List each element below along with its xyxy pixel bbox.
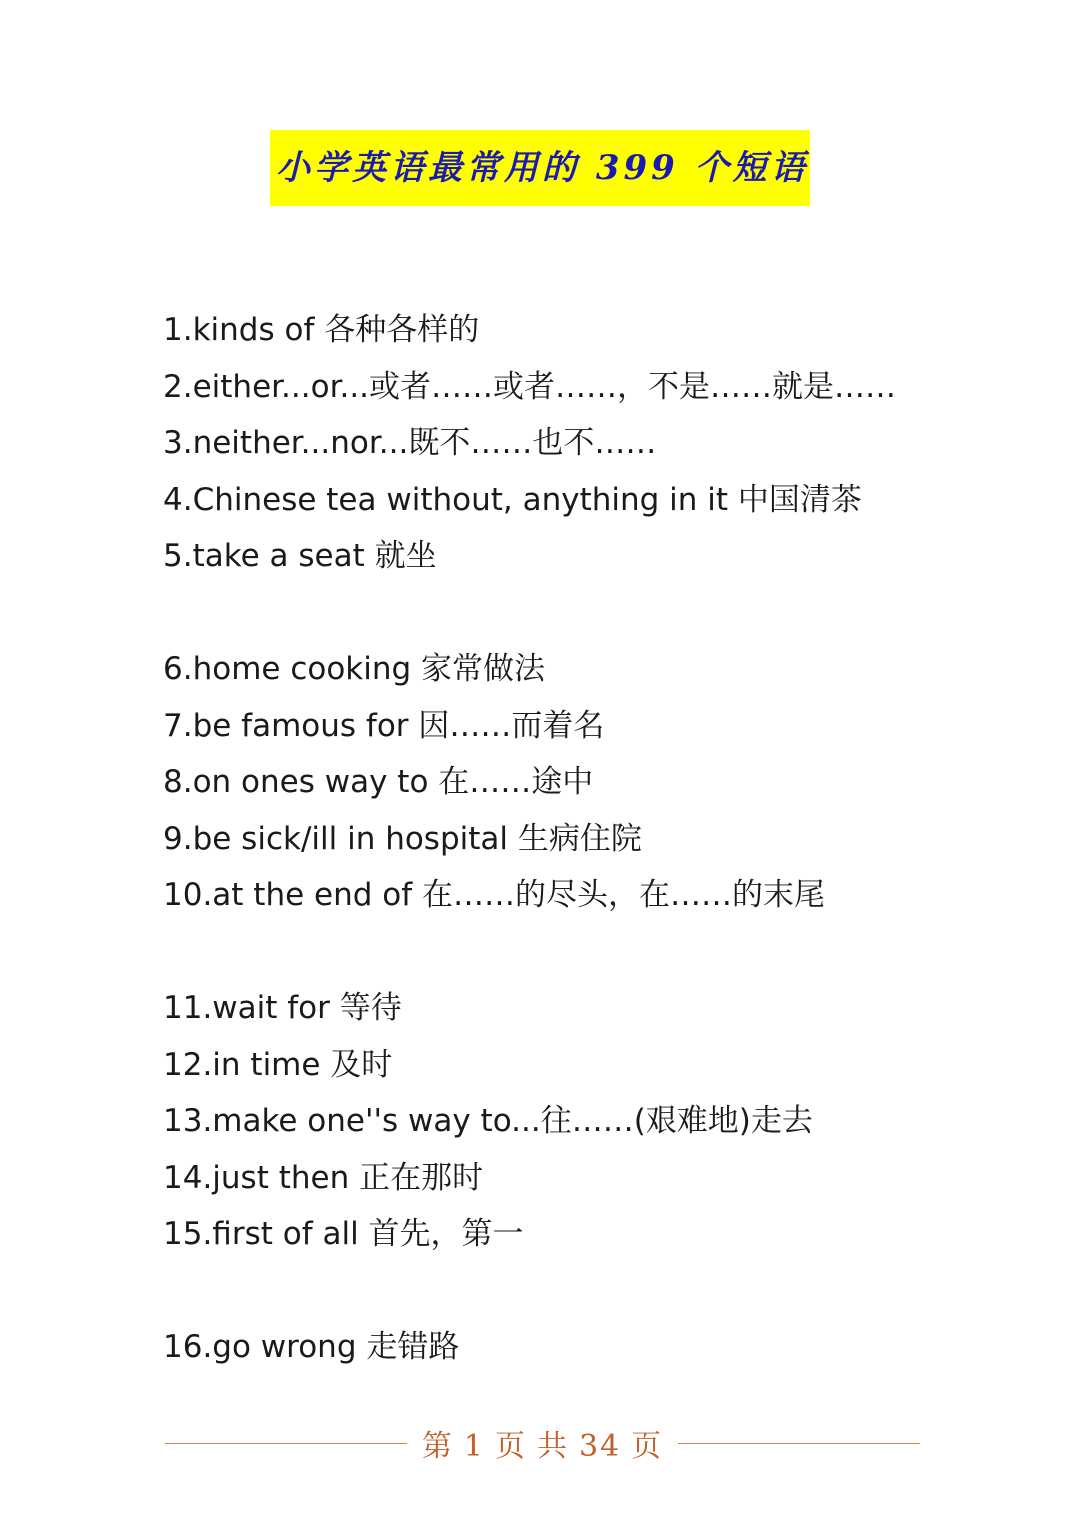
phrase-item: 13.make one''s way to...往……(艰难地)走去: [163, 1103, 813, 1140]
phrase-group: [163, 980, 1023, 1263]
title-wrap: [0, 130, 1080, 206]
phrase-list: [163, 302, 1023, 1432]
page-title: 小学英语最常用的 399 个短语: [270, 130, 810, 206]
phrase-item: 5.take a seat 就坐: [163, 538, 437, 575]
phrase-item: 16.go wrong 走错路: [163, 1328, 460, 1365]
phrase-group: [163, 302, 1023, 585]
phrase-item: 1.kinds of 各种各样的: [163, 312, 480, 348]
footer-mid1: 页: [494, 1429, 527, 1464]
footer-rule-right: [678, 1443, 920, 1444]
footer-prefix: 第: [421, 1429, 454, 1464]
footer-suffix: 页: [631, 1429, 664, 1464]
phrase-item: 14.just then 正在那时: [163, 1159, 484, 1196]
phrase-item: 7.be famous for 因……而着名: [163, 707, 605, 744]
phrase-item: 3.neither...nor...既不……也不……: [163, 425, 657, 462]
phrase-item: 11.wait for 等待: [163, 989, 402, 1026]
phrase-item: 4.Chinese tea without, anything in it 中国清茶: [163, 481, 862, 518]
phrase-group: [163, 641, 1023, 924]
footer-mid2: 共: [536, 1429, 569, 1464]
page-footer: [165, 1418, 920, 1468]
phrase-item: 2.either...or...或者……或者……，不是……就是……: [163, 368, 897, 405]
current-page: 1: [463, 1429, 485, 1464]
phrase-item: 9.be sick/ill in hospital 生病住院: [163, 820, 642, 857]
phrase-item: 6.home cooking 家常做法: [163, 650, 546, 687]
phrase-item: 12.in time 及时: [163, 1046, 393, 1083]
phrase-item: 15.first of all 首先，第一: [163, 1216, 524, 1253]
page-number: [407, 1421, 678, 1465]
total-pages: 34: [578, 1429, 622, 1464]
phrase-group: [163, 1319, 1023, 1376]
footer-rule-left: [165, 1443, 407, 1444]
phrase-item: 8.on ones way to 在……途中: [163, 764, 594, 801]
phrase-item: 10.at the end of 在……的尽头，在……的末尾: [163, 877, 826, 914]
